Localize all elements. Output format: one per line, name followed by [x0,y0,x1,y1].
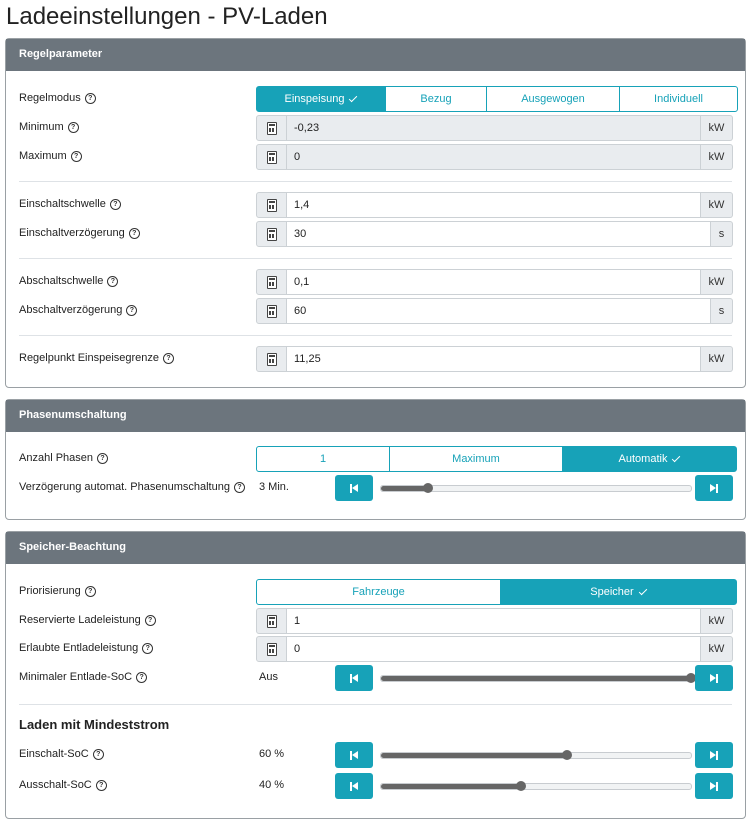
divider [19,258,732,259]
speicher-card [5,531,746,819]
reservierte-label: Reservierte Ladeleistung [19,614,141,626]
question-circle-icon[interactable]: ? [145,615,156,626]
anzahl-phasen-group [256,446,737,472]
question-circle-icon[interactable]: ? [136,672,147,683]
einschalt-soc-value: 60 % [259,748,285,760]
check-icon [638,586,646,594]
verzoegerung-slider[interactable] [380,485,692,492]
question-circle-icon[interactable]: ? [126,305,137,316]
ausschalt-soc-value: 40 % [259,779,285,791]
einschaltverzoegerung-label: Einschaltverzögerung [19,227,125,239]
calculator-button[interactable] [256,636,287,662]
decrement-button[interactable] [335,665,373,691]
abschaltschwelle-input-group [256,269,733,295]
minimum-input-group [256,115,733,141]
calculator-button[interactable] [256,269,287,295]
einschaltverzoegerung-input-group [256,221,733,247]
calculator-button[interactable] [256,346,287,372]
einschaltschwelle-field[interactable]: 1,4 [287,192,701,218]
regelmodus-option-individuell[interactable]: Individuell [619,86,738,112]
regelmodus-option-ausgewogen[interactable]: Ausgewogen [486,86,620,112]
reservierte-field[interactable]: 1 [287,608,701,634]
verzoegerung-value: 3 Min. [259,481,289,493]
regelmodus-label: Regelmodus [19,92,81,104]
minimum-label: Minimum [19,121,64,133]
question-circle-icon[interactable]: ? [93,749,104,760]
increment-button[interactable] [695,475,733,501]
minimum-field: -0,23 [287,115,701,141]
priorisierung-label: Priorisierung [19,585,81,597]
check-icon [672,453,680,461]
check-icon [349,93,357,101]
regelmodus-option-einspeisung[interactable]: Einspeisung [256,86,386,112]
maximum-field: 0 [287,144,701,170]
calculator-icon [267,643,277,656]
regelpunkt-label: Regelpunkt Einspeisegrenze [19,352,160,364]
increment-button[interactable] [695,665,733,691]
reservierte-input-group [256,608,733,634]
einschalt-soc-label: Einschalt-SoC [19,748,89,760]
min-entlade-soc-slider[interactable] [380,675,692,682]
question-circle-icon[interactable]: ? [110,199,121,210]
slider-thumb[interactable] [423,483,433,493]
calculator-icon [267,305,277,318]
decrement-button[interactable] [335,773,373,799]
question-circle-icon[interactable]: ? [234,482,245,493]
einschaltschwelle-unit: kW [701,192,733,218]
step-backward-icon [350,674,358,683]
slider-fill [381,753,567,758]
question-circle-icon[interactable]: ? [142,643,153,654]
abschaltschwelle-label: Abschaltschwelle [19,275,104,287]
question-circle-icon[interactable]: ? [68,122,79,133]
min-entlade-soc-value: Aus [259,671,278,683]
step-backward-icon [350,782,358,791]
reservierte-unit: kW [701,608,733,634]
maximum-label: Maximum [19,150,67,162]
calculator-button[interactable] [256,221,287,247]
step-backward-icon [350,484,358,493]
slider-thumb[interactable] [516,781,526,791]
ausschalt-soc-label: Ausschalt-SoC [19,779,92,791]
einschaltschwelle-input-group [256,192,733,218]
priorisierung-option-speicher[interactable]: Speicher [500,579,737,605]
regelmodus-group [256,86,738,112]
question-circle-icon[interactable]: ? [85,586,96,597]
phasenumschaltung-header: Phasenumschaltung [6,400,745,432]
regelmodus-row [6,86,745,112]
calculator-button[interactable] [256,298,287,324]
calculator-button[interactable] [256,192,287,218]
regelparameter-header: Regelparameter [6,39,745,71]
question-circle-icon[interactable]: ? [107,276,118,287]
divider [19,181,732,182]
abschaltverzoegerung-input-group [256,298,733,324]
abschaltverzoegerung-label: Abschaltverzögerung [19,304,123,316]
maximum-input-group [256,144,733,170]
regelpunkt-input-group [256,346,733,372]
einschalt-soc-slider[interactable] [380,752,692,759]
regelpunkt-unit: kW [701,346,733,372]
question-circle-icon[interactable]: ? [96,780,107,791]
increment-button[interactable] [695,742,733,768]
phasenumschaltung-card [5,399,746,520]
priorisierung-option-fahrzeuge[interactable]: Fahrzeuge [256,579,501,605]
phasen-option-1[interactable]: 1 [256,446,390,472]
minimum-unit: kW [701,115,733,141]
decrement-button[interactable] [335,475,373,501]
question-circle-icon[interactable]: ? [129,228,140,239]
step-backward-icon [350,751,358,760]
step-forward-icon [710,782,718,791]
question-circle-icon[interactable]: ? [97,453,108,464]
slider-fill [381,486,428,491]
anzahl-phasen-label: Anzahl Phasen [19,452,93,464]
calculator-icon [267,151,277,164]
einschaltverzoegerung-field[interactable]: 30 [287,221,711,247]
maximum-unit: kW [701,144,733,170]
calculator-icon [267,228,277,241]
question-circle-icon[interactable]: ? [71,151,82,162]
abschaltverzoegerung-unit: s [711,298,733,324]
step-forward-icon [710,751,718,760]
decrement-button[interactable] [335,742,373,768]
erlaubte-unit: kW [701,636,733,662]
phasen-option-automatik[interactable]: Automatik [562,446,737,472]
erlaubte-label: Erlaubte Entladeleistung [19,642,139,654]
erlaubte-input-group [256,636,733,662]
calculator-icon [267,199,277,212]
regelmodus-option-bezug[interactable]: Bezug [385,86,487,112]
divider [19,704,732,705]
divider [19,335,732,336]
abschaltschwelle-unit: kW [701,269,733,295]
verzoegerung-label: Verzögerung automat. Phasenumschaltung [19,481,230,493]
abschaltverzoegerung-field[interactable]: 60 [287,298,711,324]
speicher-header: Speicher-Beachtung [6,532,745,564]
slider-fill [381,676,691,681]
regelpunkt-field[interactable]: 11,25 [287,346,701,372]
ausschalt-soc-slider[interactable] [380,783,692,790]
einschaltverzoegerung-unit: s [711,221,733,247]
slider-fill [381,784,521,789]
step-forward-icon [710,674,718,683]
phasen-option-maximum[interactable]: Maximum [389,446,563,472]
calculator-button[interactable] [256,115,287,141]
step-forward-icon [710,484,718,493]
increment-button[interactable] [695,773,733,799]
calculator-icon [267,122,277,135]
mindeststrom-heading: Laden mit Mindeststrom [19,717,170,732]
calculator-button[interactable] [256,144,287,170]
question-circle-icon[interactable]: ? [85,93,96,104]
einschaltschwelle-label: Einschaltschwelle [19,198,106,210]
calculator-icon [267,615,277,628]
page-title: Ladeeinstellungen - PV-Laden [6,3,328,30]
calculator-icon [267,276,277,289]
regelparameter-card [5,38,746,388]
min-entlade-soc-label: Minimaler Entlade-SoC [19,671,133,683]
priorisierung-group [256,579,737,605]
calculator-button[interactable] [256,608,287,634]
abschaltschwelle-field[interactable]: 0,1 [287,269,701,295]
question-circle-icon[interactable]: ? [163,353,174,364]
erlaubte-field[interactable]: 0 [287,636,701,662]
slider-thumb[interactable] [562,750,572,760]
calculator-icon [267,353,277,366]
